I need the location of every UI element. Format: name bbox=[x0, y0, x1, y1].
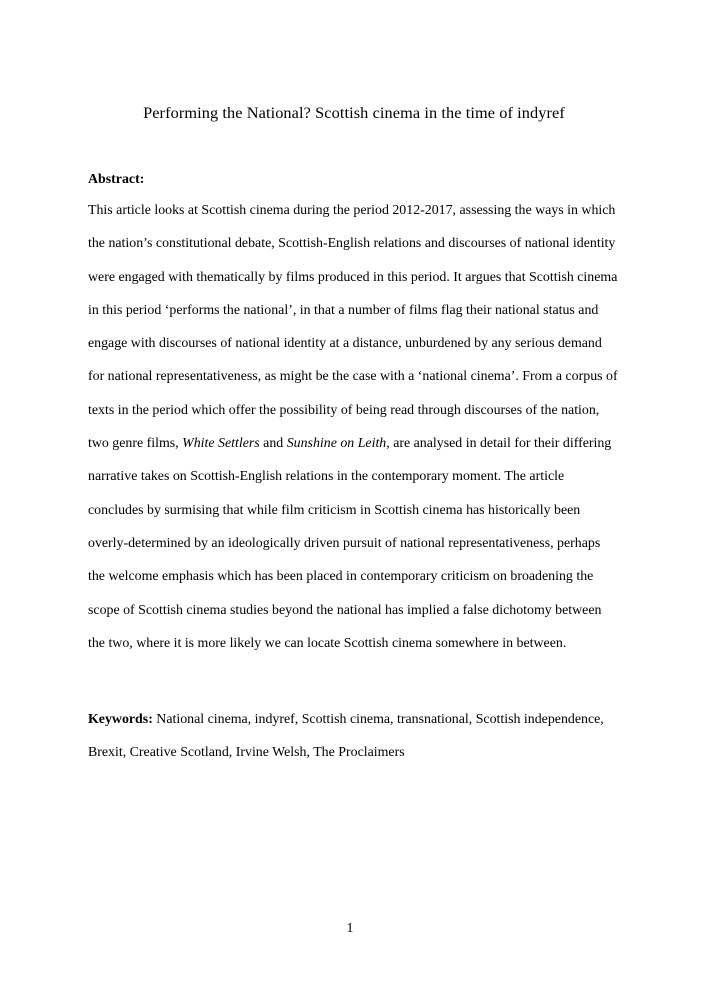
abstract-text-part3: , are analysed in detail for their differing narrative takes on Scottish-English relations in the contemporary moment. The article concludes by surmising that while film criticism in Scottish cinema has historically been overly-determined by an ideologically driven pursuit of national representativeness, perhaps the welcome emphasis which has been placed in contemporary criticism on broadening the scope of Scottish cinema studies beyond the national has implied a false dichotomy between the two, where it is more likely we can locate Scottish cinema somewhere in between. bbox=[88, 436, 612, 651]
abstract-heading: Abstract: bbox=[88, 172, 145, 187]
film-title-sunshine-on-leith: Sunshine on Leith bbox=[286, 436, 387, 452]
keywords-line bbox=[88, 703, 620, 770]
paper-title: Performing the National? Scottish cinema in the time of indyref bbox=[143, 103, 565, 122]
page-number: 1 bbox=[346, 921, 354, 936]
abstract-paragraph bbox=[88, 194, 620, 660]
abstract-text-part1: This article looks at Scottish cinema during the period 2012-2017, assessing the ways in which the nation’s constitutional debate, Scottish-English relations and discourses of national identity were engaged with thematically by films produced in this period. It argues that Scottish cinema in this period ‘performs the national’, in that a number of films flag their national status and engage with discourses of national identity at a distance, unburdened by any serious demand for national representativeness, as might be the case with a ‘national cinema’. From a corpus of texts in the period which offer the possibility of being read through discourses of the nation, two genre films, bbox=[88, 203, 618, 452]
keywords-text: National cinema, indyref, Scottish cinema, transnational, Scottish independence, Brexit, Creative Scotland, Irvine Welsh, The Proclaimers bbox=[88, 712, 604, 761]
abstract-text-part2: and bbox=[259, 436, 287, 452]
keywords-heading: Keywords: bbox=[88, 712, 153, 728]
film-title-white-settlers: White Settlers bbox=[182, 436, 260, 452]
page-content bbox=[0, 102, 707, 770]
